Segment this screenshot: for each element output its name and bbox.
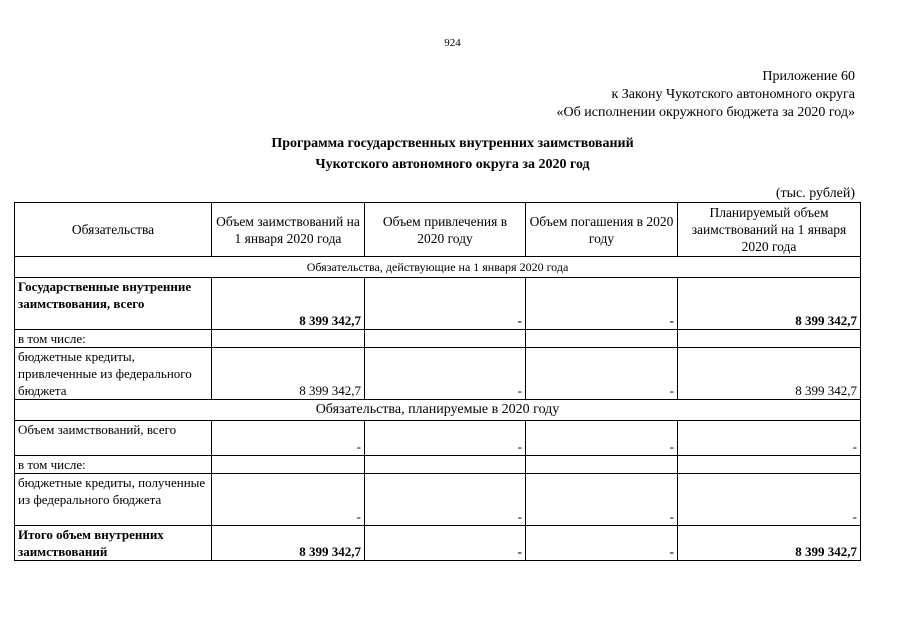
table-row (15, 348, 861, 400)
cell-volume-start: 8 399 342,7 (212, 278, 365, 330)
appendix-line-2: к Закону Чукотского автономного округа (611, 87, 855, 102)
row-label: бюджетные кредиты, полученные из федерального бюджета (15, 474, 212, 526)
header-repayment: Объем погашения в 2020 году (526, 203, 678, 257)
cell-repayment: - (526, 474, 678, 526)
header-volume-start: Объем заимствований на 1 января 2020 года (212, 203, 365, 257)
cell-repayment: - (526, 421, 678, 456)
cell-planned-volume: - (678, 474, 861, 526)
page-number: 924 (444, 37, 461, 49)
table-row (15, 474, 861, 526)
cell-planned-volume (678, 456, 861, 474)
document-title-line-1: Программа государственных внутренних заимствований (271, 136, 634, 151)
document-title-line-2: Чукотского автономного округа за 2020 год (315, 157, 590, 172)
cell-volume-start: 8 399 342,7 (212, 526, 365, 561)
cell-planned-volume: 8 399 342,7 (678, 278, 861, 330)
appendix-reference (557, 68, 855, 122)
section-row (15, 257, 861, 278)
table-row-total (15, 526, 861, 561)
cell-attraction (365, 456, 526, 474)
row-label: в том числе: (15, 330, 212, 348)
section-existing-obligations: Обязательства, действующие на 1 января 2020 года (15, 257, 861, 278)
row-label: в том числе: (15, 456, 212, 474)
table-row (15, 456, 861, 474)
cell-attraction: - (365, 526, 526, 561)
borrowing-program-table (14, 202, 861, 561)
cell-volume-start: - (212, 474, 365, 526)
document-title (0, 133, 905, 175)
row-label: Государственные внутренние заимствования, всего (15, 278, 212, 330)
row-label: бюджетные кредиты, привлеченные из федерального бюджета (15, 348, 212, 400)
cell-attraction: - (365, 278, 526, 330)
cell-volume-start: 8 399 342,7 (212, 348, 365, 400)
cell-planned-volume (678, 330, 861, 348)
header-attraction: Объем привлечения в 2020 году (365, 203, 526, 257)
units-note: (тыс. рублей) (775, 186, 855, 201)
section-row (15, 400, 861, 421)
row-label: Итого объем внутренних заимствований (15, 526, 212, 561)
appendix-line-3: «Об исполнении окружного бюджета за 2020 год» (556, 105, 855, 120)
row-label: Объем заимствований, всего (15, 421, 212, 456)
cell-repayment: - (526, 348, 678, 400)
cell-planned-volume: - (678, 421, 861, 456)
cell-repayment: - (526, 526, 678, 561)
cell-planned-volume: 8 399 342,7 (678, 526, 861, 561)
cell-attraction: - (365, 474, 526, 526)
table-header-row (15, 203, 861, 257)
cell-volume-start (212, 330, 365, 348)
cell-repayment (526, 330, 678, 348)
table-row (15, 330, 861, 348)
cell-repayment (526, 456, 678, 474)
header-obligations: Обязательства (15, 203, 212, 257)
table-row (15, 421, 861, 456)
header-planned-volume: Планируемый объем заимствований на 1 января 2020 года (678, 203, 861, 257)
cell-repayment: - (526, 278, 678, 330)
cell-attraction: - (365, 421, 526, 456)
appendix-line-1: Приложение 60 (762, 69, 855, 84)
cell-volume-start (212, 456, 365, 474)
section-planned-obligations: Обязательства, планируемые в 2020 году (15, 400, 861, 421)
cell-attraction (365, 330, 526, 348)
table-row (15, 278, 861, 330)
cell-attraction: - (365, 348, 526, 400)
cell-planned-volume: 8 399 342,7 (678, 348, 861, 400)
cell-volume-start: - (212, 421, 365, 456)
